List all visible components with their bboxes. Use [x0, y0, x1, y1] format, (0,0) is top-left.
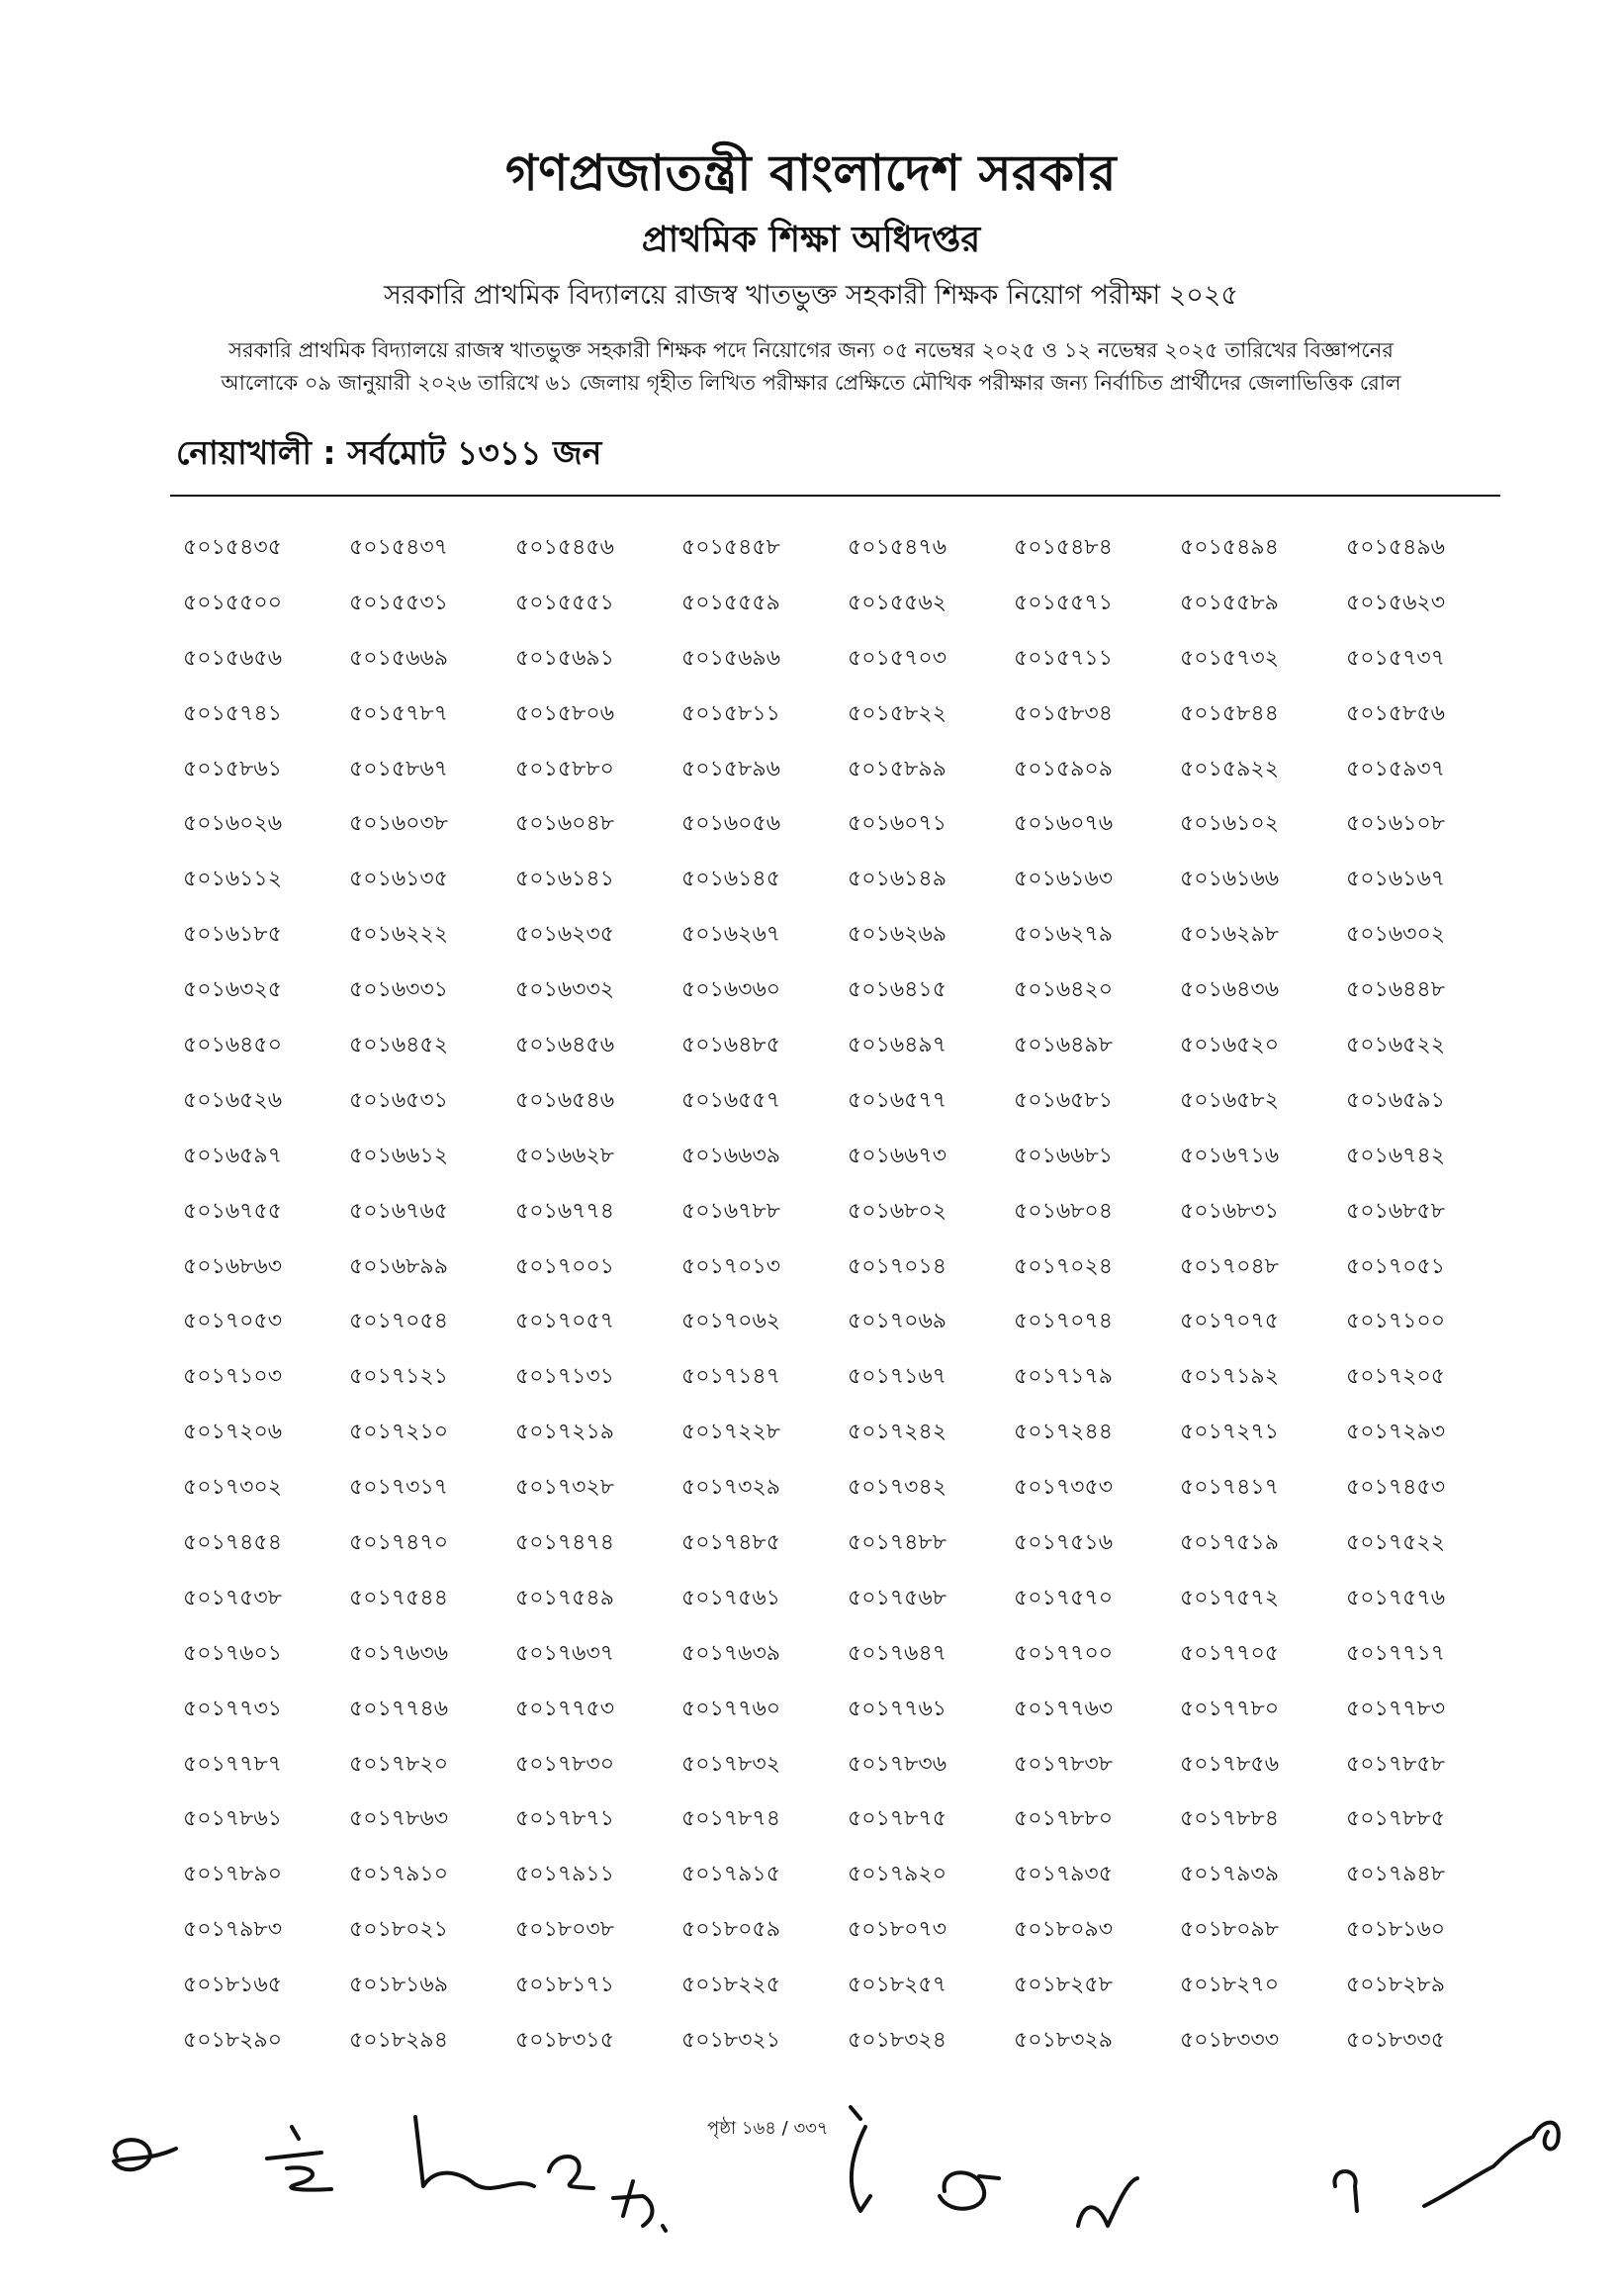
roll-number: ৫০১৭১০০: [1346, 1309, 1446, 1334]
roll-number: ৫০১৬৩২৫: [183, 977, 283, 1003]
roll-number: ৫০১৬২৯৮: [1180, 922, 1280, 948]
roll-number: ৫০১৭৭৩১: [183, 1696, 283, 1721]
roll-number: ৫০১৭৩২৯: [681, 1475, 781, 1501]
roll-number: ৫০১৭৭৬৩: [1014, 1696, 1114, 1721]
roll-number: ৫০১৭৪১৭: [1180, 1475, 1280, 1501]
roll-number: ৫০১৭৩১৭: [349, 1475, 449, 1501]
roll-number: ৫০১৫৮৮০: [515, 756, 614, 781]
roll-number: ৫০১৬৪৮৫: [681, 1033, 780, 1058]
roll-number: ৫০১৭৫২২: [1346, 1530, 1446, 1556]
roll-number: ৫০১৬৪৯৮: [1014, 1033, 1113, 1058]
roll-number: ৫০১৫৪৩৫: [183, 535, 282, 560]
roll-number: ৫০১৮০৯৩: [1014, 1917, 1114, 1943]
roll-number: ৫০১৮৩৩৫: [1346, 2028, 1446, 2054]
roll-number: ৫০১৬৪৫২: [349, 1033, 449, 1058]
roll-number: ৫০১৮১৬৯: [349, 1973, 448, 1998]
roll-number: ৫০১৭০১৩: [681, 1253, 781, 1279]
roll-number: ৫০১৬৫৯৭: [183, 1143, 283, 1168]
roll-number: ৫০১৬১৪১: [515, 867, 614, 892]
roll-number: ৫০১৬৮৬৩: [183, 1253, 283, 1279]
signature-3: [415, 2117, 534, 2188]
roll-number: ৫০১৬৫২০: [1180, 1033, 1280, 1058]
roll-number: ৫০১৫৪৮৪: [1014, 535, 1113, 560]
roll-number: ৫০১৬৫২২: [1346, 1033, 1446, 1058]
roll-number: ৫০১৭৪৫৩: [1346, 1475, 1446, 1501]
roll-number: ৫০১৬০৫৬: [681, 811, 781, 837]
roll-number: ৫০১৭৮৩০: [515, 1751, 615, 1777]
roll-number: ৫০১৮২৫৭: [848, 1973, 947, 1998]
roll-number: ৫০১৫৮১১: [681, 700, 780, 726]
roll-number: ৫০১৭১৪৭: [681, 1364, 781, 1390]
roll-number: ৫০১৭৮২০: [349, 1751, 449, 1777]
signature-9: [1334, 2171, 1357, 2211]
roll-number: ৫০১৫৮৯৯: [848, 756, 946, 781]
roll-number: ৫০১৭৭৮০: [1180, 1696, 1280, 1721]
roll-number: ৫০১৬০৪৮: [515, 811, 615, 837]
government-title: গণপ্রজাতন্ত্রী বাংলাদেশ সরকার: [505, 144, 1117, 202]
roll-number: ৫০১৬৩৩১: [349, 977, 449, 1003]
roll-number: ৫০১৬৫৩১: [349, 1087, 449, 1113]
roll-number: ৫০১৭৯৮৩: [183, 1917, 283, 1943]
roll-number: ৫০১৭১০৩: [183, 1364, 283, 1390]
roll-number: ৫০১৭৮৮৫: [1346, 1806, 1445, 1832]
roll-number: ৫০১৫৪৭৬: [848, 535, 947, 560]
roll-number: ৫০১৭১৩১: [515, 1364, 615, 1390]
roll-number: ৫০১৬২৩৫: [515, 922, 615, 948]
roll-number: ৫০১৭০৫১: [1346, 1253, 1446, 1279]
roll-number: ৫০১৫৫০০: [183, 590, 283, 615]
roll-number: ৫০১৭৪৮৮: [848, 1530, 946, 1556]
roll-number: ৫০১৭৭৫৩: [515, 1696, 615, 1721]
roll-number: ৫০১৬০৩৮: [349, 811, 449, 837]
roll-number: ৫০১৭৫১৯: [1180, 1530, 1279, 1556]
signature-1: [114, 2140, 176, 2169]
roll-number: ৫০১৭৬০১: [183, 1640, 283, 1666]
roll-number: ৫০১৭৮৬১: [183, 1806, 283, 1832]
roll-number: ৫০১৭৫৬৮: [848, 1585, 947, 1610]
roll-number: ৫০১৮৩২৯: [1014, 2028, 1114, 2054]
roll-number: ৫০১৭৫৬১: [681, 1585, 781, 1610]
roll-number: ৫০১৫৫৩১: [349, 590, 448, 615]
roll-number: ৫০১৭৭১৭: [1346, 1640, 1446, 1666]
roll-number: ৫০১৭৩৫৩: [1014, 1475, 1114, 1501]
roll-number: ৫০১৬১০২: [1180, 811, 1280, 837]
roll-number: ৫০১৭৫৪৪: [349, 1585, 448, 1610]
roll-number: ৫০১৬৫৮১: [1014, 1087, 1113, 1113]
roll-number: ৫০১৭৮৮৪: [1180, 1806, 1279, 1832]
signature-7: [940, 2172, 999, 2208]
roll-number: ৫০১৭৪৮৫: [681, 1530, 780, 1556]
roll-number: ৫০১৬১৬৭: [1346, 867, 1446, 892]
roll-number: ৫০১৬৫৮২: [1180, 1087, 1280, 1113]
roll-number: ৫০১৭৭০৫: [1180, 1640, 1280, 1666]
roll-number: ৫০১৫৮৪৪: [1180, 700, 1279, 726]
roll-number: ৫০১৮২২৫: [681, 1973, 781, 1998]
roll-number: ৫০১৬৬৭৩: [848, 1143, 947, 1168]
roll-number: ৫০১৫৪৯৬: [1346, 535, 1445, 560]
roll-number: ৫০১৭৫৭০: [1014, 1585, 1114, 1610]
roll-number: ৫০১৫৭৪১: [183, 700, 282, 726]
roll-number: ৫০১৫৯৩৭: [1346, 756, 1446, 781]
roll-number: ৫০১৬৪৩৬: [1180, 977, 1280, 1003]
roll-number: ৫০১৭০১৪: [848, 1253, 947, 1279]
roll-number: ৫০১৭৬৩৯: [681, 1640, 781, 1666]
signature-6: [851, 2107, 870, 2211]
roll-number: ৫০১৬৫৭৭: [848, 1087, 947, 1113]
roll-number: ৫০১৭৫৭২: [1180, 1585, 1280, 1610]
roll-number: ৫০১৭৫৭৬: [1346, 1585, 1446, 1610]
roll-number: ৫০১৬৭৫৫: [183, 1198, 283, 1224]
roll-number: ৫০১৭০৭৪: [1014, 1309, 1114, 1334]
roll-number: ৫০১৭৭০০: [1014, 1640, 1114, 1666]
exam-title: সরকারি প্রাথমিক বিদ্যালয়ে রাজস্ব খাতভুক্ত সহকারী শিক্ষক নিয়োগ পরীক্ষা ২০২৫: [384, 280, 1238, 311]
roll-number: ৫০১৭২৭১: [1180, 1420, 1280, 1445]
roll-number: ৫০১৮০৭৩: [848, 1917, 947, 1943]
roll-number: ৫০১৭২০৬: [183, 1420, 283, 1445]
roll-number: ৫০১৭২৪২: [848, 1420, 947, 1445]
roll-number: ৫০১৮১৬৫: [183, 1973, 282, 1998]
roll-number: ৫০১৫৯২২: [1180, 756, 1280, 781]
roll-number: ৫০১৫৮৩৪: [1014, 700, 1113, 726]
roll-number: ৫০১৬৭৬৫: [349, 1198, 449, 1224]
roll-number: ৫০১৭০৫৩: [183, 1309, 283, 1334]
roll-number: ৫০১৫৪৩৭: [349, 535, 449, 560]
roll-number: ৫০১৭৯২০: [848, 1862, 947, 1887]
roll-number: ৫০১৬৬৩৯: [681, 1143, 781, 1168]
roll-number: ৫০১৬৪৫৬: [515, 1033, 615, 1058]
roll-number: ৫০১৮৩২৪: [848, 2028, 947, 2054]
roll-number: ৫০১৮২৯৪: [349, 2028, 448, 2054]
roll-number: ৫০১৬৫৫৭: [681, 1087, 781, 1113]
roll-number: ৫০১৫৬৯৬: [681, 645, 781, 671]
roll-number: ৫০১৭৭৬০: [681, 1696, 781, 1721]
roll-number: ৫০১৭৯১১: [515, 1862, 614, 1887]
roll-number: ৫০১৮৩৩৩: [1180, 2028, 1280, 2054]
roll-number: ৫০১৬৮০২: [848, 1198, 947, 1224]
roll-number-grid: [183, 534, 1488, 2082]
roll-number: ৫০১৬৬২৮: [515, 1143, 615, 1168]
roll-number: ৫০১৫৫৮৯: [1180, 590, 1279, 615]
roll-number: ৫০১৬৮৩১: [1180, 1198, 1280, 1224]
department-title: প্রাথমিক শিক্ষা অধিদপ্তর: [641, 220, 981, 260]
roll-number: ৫০১৫৬৫৬: [183, 645, 283, 671]
roll-number: ৫০১৬৭৪২: [1346, 1143, 1446, 1168]
roll-number: ৫০১৭৯৩৯: [1180, 1862, 1280, 1887]
roll-number: ৫০১৭৮৯০: [183, 1862, 283, 1887]
roll-number: ৫০১৮০২১: [349, 1917, 449, 1943]
roll-number: ৫০১৭৯৪৮: [1346, 1862, 1445, 1887]
roll-number: ৫০১৭২০৫: [1346, 1364, 1446, 1390]
roll-number: ৫০১৬৩৬০: [681, 977, 781, 1003]
roll-number: ৫০১৭৫৩৮: [183, 1585, 283, 1610]
roll-number: ৫০১৫৫৭১: [1014, 590, 1113, 615]
roll-number: ৫০১৮৩১৫: [515, 2028, 614, 2054]
roll-number: ৫০১৭৪৫৪: [183, 1530, 282, 1556]
roll-number: ৫০১৬৪১৫: [848, 977, 946, 1003]
roll-number: ৫০১৫৪৫৬: [515, 535, 614, 560]
roll-number: ৫০১৭৪৭০: [349, 1530, 449, 1556]
roll-number: ৫০১৫৭১১: [1014, 645, 1113, 671]
signature-5: [613, 2181, 666, 2231]
notice-line-1: সরকারি প্রাথমিক বিদ্যালয়ে রাজস্ব খাতভুক্ত সহকারী শিক্ষক পদে নিয়োগের জন্য ০৫ নভেম্বর ২০২৫ ও ১২ নভেম্বর ২০২৫ তারিখের বিজ্ঞাপনের: [228, 338, 1394, 362]
roll-number: ৫০১৮২৮৯: [1346, 1973, 1445, 1998]
roll-number: ৫০১৫৯০৯: [1014, 756, 1113, 781]
roll-number: ৫০১৮২৫৮: [1014, 1973, 1113, 1998]
roll-number: ৫০১৬৪২০: [1014, 977, 1114, 1003]
signature-2: [267, 2127, 331, 2190]
roll-number: ৫০১৭৫৪৯: [515, 1585, 614, 1610]
roll-number: ৫০১৫৮৫৬: [1346, 700, 1445, 726]
district-heading: নোয়াখালী : সর্বমোট ১৩১১ জন: [176, 433, 602, 472]
roll-number: ৫০১৬২২২: [349, 922, 449, 948]
roll-number: ৫০১৮০৫৯: [681, 1917, 780, 1943]
roll-number: ৫০১৫৭০৩: [848, 645, 947, 671]
roll-number: ৫০১৫৮০৬: [515, 700, 615, 726]
roll-number: ৫০১৭৭৬১: [848, 1696, 947, 1721]
roll-number: ৫০১৬৭৮৮: [681, 1198, 781, 1224]
roll-number: ৫০১৭০২৪: [1014, 1253, 1114, 1279]
roll-number: ৫০১৫৭৩৭: [1346, 645, 1446, 671]
roll-number: ৫০১৭২৯৩: [1346, 1420, 1446, 1445]
roll-number: ৫০১৫৭৩২: [1180, 645, 1280, 671]
roll-number: ৫০১৫৬৬৯: [349, 645, 449, 671]
roll-number: ৫০১৮০৩৮: [515, 1917, 615, 1943]
roll-number: ৫০১৫৫৬২: [848, 590, 947, 615]
roll-number: ৫০১৭২১০: [349, 1420, 449, 1445]
roll-number: ৫০১৭২২৮: [681, 1420, 781, 1445]
roll-number: ৫০১৭১৬৭: [848, 1364, 947, 1390]
roll-number: ৫০১৭২৪৪: [1014, 1420, 1114, 1445]
roll-number: ৫০১৬০৭৬: [1014, 811, 1114, 837]
roll-number: ৫০১৬০২৬: [183, 811, 283, 837]
roll-number: ৫০১৬২৭৯: [1014, 922, 1114, 948]
signature-4: [549, 2157, 593, 2188]
roll-number: ৫০১৬৫২৬: [183, 1087, 283, 1113]
roll-number: ৫০১৮০৯৮: [1180, 1917, 1279, 1943]
roll-number: ৫০১৫৮২২: [848, 700, 947, 726]
roll-number: ৫০১৬৬৮১: [1014, 1143, 1114, 1168]
roll-number: ৫০১৭৮৬৩: [349, 1806, 449, 1832]
roll-number: ৫০১৬১৬৩: [1014, 867, 1114, 892]
roll-number: ৫০১৮১৬০: [1346, 1917, 1446, 1943]
roll-number: ৫০১৭০০১: [515, 1253, 615, 1279]
roll-number: ৫০১৭১৯২: [1180, 1364, 1280, 1390]
roll-number: ৫০১৮১৭১: [515, 1973, 614, 1998]
roll-number: ৫০১৭৮৮০: [1014, 1806, 1114, 1832]
roll-number: ৫০১৬১৪৫: [681, 867, 780, 892]
roll-number: ৫০১৬২৬৭: [681, 922, 781, 948]
roll-number: ৫০১৫৮৯৬: [681, 756, 780, 781]
roll-number: ৫০১৭৮৩২: [681, 1751, 781, 1777]
signatures: [0, 2087, 1622, 2285]
roll-number: ৫০১৭০৬৯: [848, 1309, 947, 1334]
roll-number: ৫০১৭০৪৮: [1180, 1253, 1280, 1279]
roll-number: ৫০১৭০৫৭: [515, 1309, 615, 1334]
roll-number: ৫০১৭৭৪৬: [349, 1696, 449, 1721]
roll-number: ৫০১৭১৭৯: [1014, 1364, 1114, 1390]
roll-number: ৫০১৬৮০৪: [1014, 1198, 1114, 1224]
signature-8: [1078, 2178, 1137, 2226]
roll-number: ৫০১৫৫৫৯: [681, 590, 780, 615]
roll-number: ৫০১৭৩৪২: [848, 1475, 947, 1501]
roll-number: ৫০১৬৮৯৯: [349, 1253, 448, 1279]
roll-number: ৫০১৭০৬২: [681, 1309, 781, 1334]
roll-number: ৫০১৫৭৮৭: [349, 700, 449, 726]
roll-number: ৫০১৬১০৮: [1346, 811, 1446, 837]
roll-number: ৫০১৭৬৪৭: [848, 1640, 947, 1666]
heading-divider: [170, 495, 1500, 497]
roll-number: ৫০১৬৬১২: [349, 1143, 449, 1168]
roll-number: ৫০১৭১২১: [349, 1364, 449, 1390]
roll-number: ৫০১৭৮৫৮: [1346, 1751, 1445, 1777]
roll-number: ৫০১৭৯৩৫: [1014, 1862, 1114, 1887]
roll-number: ৫০১৭৭৮৩: [1346, 1696, 1446, 1721]
roll-number: ৫০১৭৪৭৪: [515, 1530, 615, 1556]
roll-number: ৫০১৬০৭১: [848, 811, 947, 837]
roll-number: ৫০১৭০৭৫: [1180, 1309, 1280, 1334]
roll-number: ৫০১৬৩০২: [1346, 922, 1446, 948]
roll-number: ৫০১৭৯১৫: [681, 1862, 780, 1887]
roll-number: ৫০১৬১৪৯: [848, 867, 946, 892]
roll-number: ৫০১৬৪৪৮: [1346, 977, 1445, 1003]
roll-number: ৫০১৬১৮৫: [183, 922, 282, 948]
roll-number: ৫০১৭৬৩৬: [349, 1640, 449, 1666]
roll-number: ৫০১৮৩২১: [681, 2028, 781, 2054]
roll-number: ৫০১৭৮৩৬: [848, 1751, 947, 1777]
roll-number: ৫০১৬৮৫৮: [1346, 1198, 1445, 1224]
roll-number: ৫০১৭৮৭৪: [681, 1806, 781, 1832]
roll-number: ৫০১৫৬২৩: [1346, 590, 1446, 615]
roll-number: ৫০১৭৬৩৭: [515, 1640, 615, 1666]
roll-number: ৫০১৬৪৯৭: [848, 1033, 947, 1058]
roll-number: ৫০১৭৩২৮: [515, 1475, 615, 1501]
roll-number: ৫০১৭৮৫৬: [1180, 1751, 1280, 1777]
roll-number: ৫০১৬১১২: [183, 867, 283, 892]
roll-number: ৫০১৫৬৯১: [515, 645, 614, 671]
roll-number: ৫০১৭২১৯: [515, 1420, 615, 1445]
roll-number: ৫০১৫৮৬১: [183, 756, 282, 781]
roll-number: ৫০১৫৪৫৮: [681, 535, 780, 560]
roll-number: ৫০১৬৫৯১: [1346, 1087, 1445, 1113]
page-number: পৃষ্ঠা ১৬৪ / ৩৩৭: [707, 2118, 829, 2139]
roll-number: ৫০১৭৮৩৮: [1014, 1751, 1114, 1777]
roll-number: ৫০১৭৫১৬: [1014, 1530, 1114, 1556]
roll-number: ৫০১৭৩০২: [183, 1475, 283, 1501]
signature-10: [1424, 2123, 1559, 2206]
roll-number: ৫০১৫৮৬৭: [349, 756, 449, 781]
roll-number: ৫০১৬১৩৫: [349, 867, 449, 892]
roll-number: ৫০১৬৩৩২: [515, 977, 615, 1003]
roll-number: ৫০১৭৮৭১: [515, 1806, 615, 1832]
roll-number: ৫০১৬২৬৯: [848, 922, 947, 948]
roll-number: ৫০১৭৭৮৭: [183, 1751, 283, 1777]
roll-number: ৫০১৫৫৫১: [515, 590, 614, 615]
roll-number: ৫০১৭৯১০: [349, 1862, 449, 1887]
roll-number: ৫০১৬৭৭৪: [515, 1198, 615, 1224]
notice-text: [158, 334, 1464, 400]
notice-line-2: আলোকে ০৯ জানুয়ারী ২০২৬ তারিখে ৬১ জেলায় গৃহীত লিখিত পরীক্ষার প্রেক্ষিতে মৌখিক পরীক্ষার জন্য নির্বাচিত প্রার্থীদের জেলাভিত্তিক রোল: [221, 371, 1401, 395]
roll-number: ৫০১৮২৭০: [1180, 1973, 1280, 1998]
roll-number: ৫০১৬৪৫০: [183, 1033, 283, 1058]
roll-number: ৫০১৭৮৭৫: [848, 1806, 947, 1832]
roll-number: ৫০১৬৫৪৬: [515, 1087, 615, 1113]
roll-number: ৫০১৮২৯০: [183, 2028, 283, 2054]
roll-number: ৫০১৬৭১৬: [1180, 1143, 1280, 1168]
roll-number: ৫০১৬১৬৬: [1180, 867, 1280, 892]
roll-number: ৫০১৫৪৯৪: [1180, 535, 1279, 560]
roll-number: ৫০১৭০৫৪: [349, 1309, 449, 1334]
